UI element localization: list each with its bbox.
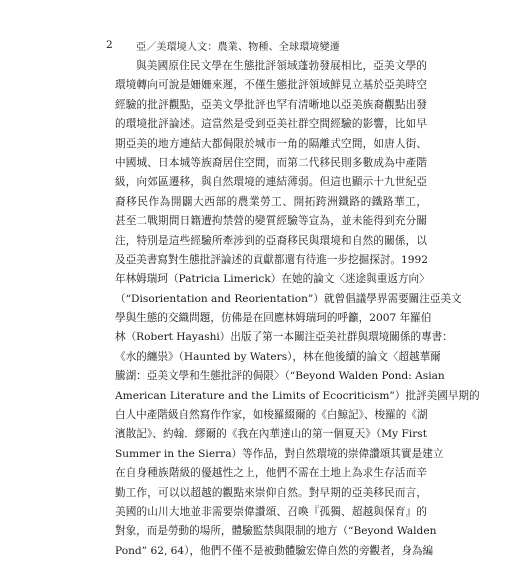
text-line: 環境轉向可說是姍姍來遲，不僅生態批評領域鮮見立基於亞美時空	[115, 79, 427, 92]
text-line: 與美國原住民文學在生態批評領域蓬勃發展相比，亞美文學的	[136, 60, 427, 72]
text-line: 騰湖：亞美文學和生態批評的侷限〉（“Beyond Walden Pond: Asian	[115, 370, 445, 383]
text-line: American Literature and the Limits of Ecocriticism”）批評美國早期的	[115, 389, 480, 402]
text-line: 濱散記》、約翰．繆爾的《我在內華達山的第一個夏天》（My First	[115, 428, 427, 441]
text-line: （“Disorientation and Reorientation”）就曾倡議學界需要關注亞美文	[115, 292, 462, 305]
text-line: 級，向郊區遷移，與自然環境的連結薄弱。但這也顯示十九世紀亞	[115, 176, 427, 189]
text-line: 經驗的批評觀點，亞美文學批評也罕有清晰地以亞美族裔觀點出發	[115, 98, 427, 111]
text-line: 美國的山川大地並非需要崇偉讚頌、召喚『孤獨、超越與保育』的	[115, 505, 427, 518]
text-line: 裔移民作為開闢大西部的農業勞工、開拓跨洲鐵路的鐵路華工，	[115, 195, 427, 208]
text-line: 期亞美的地方連結大都侷限於城市一角的隔離式空間，如唐人街、	[115, 137, 427, 150]
text-line: 注，特別是這些經驗所牽涉到的亞裔移民與環境和自然的關係，以	[115, 234, 427, 247]
text-line: 《水的纏祟》（Haunted by Waters），林在他後續的論文〈超越華爾	[115, 350, 441, 363]
text-line: 林（Robert Hayashi）出版了第一本關注亞美社群與環境關係的專書：	[115, 331, 453, 344]
text-line: 白人中產階級自然寫作作家，如梭羅綴爾的《白鯨記》、梭羅的《湖	[115, 409, 428, 422]
running-title: 亞／美環境人文：農業、物種、全球環境變遷	[136, 41, 340, 53]
text-line: 勤工作，可以以超越的觀點來崇仰自然。對早期的亞美移民而言，	[115, 486, 427, 499]
text-line: 對象，而是勞動的場所，體驗監禁與限制的地方（“Beyond Walden	[115, 525, 437, 538]
text-line: 學與生態的交織問題，仿佛是在回應林姆瑞珂的呼籲，2007 年羅伯	[115, 312, 432, 325]
text-line: 甚至二戰期間日籍遭拘禁營的變質經驗等宣為，並未能得到充分關	[115, 215, 427, 228]
running-header	[106, 37, 340, 53]
text-line: 中國城、日本城等族裔居住空間，而第二代移民則多數成為中產階	[115, 156, 427, 169]
text-line: Summer in the Sierra）等作品，對自然環境的崇偉讚頌其實是建立	[115, 447, 444, 460]
page-number: 2	[106, 39, 113, 51]
text-line: 的環境批評論述。這當然是受到亞美社群空間經驗的影響，比如早	[115, 118, 427, 131]
text-line: 在自身種族階級的優越性之上，他們不需在土地上為求生存活而辛	[115, 467, 427, 480]
text-line: Pond” 62, 64），他們不僅不是被動體驗宏偉自然的旁觀者，身為編	[115, 544, 434, 557]
text-line: 及亞美書寫對生態批評論述的貢獻都還有待進一步挖掘探討。1992	[115, 253, 428, 266]
body-text	[115, 57, 480, 561]
text-line: 年林姆瑞珂（Patricia Limerick）在她的論文〈迷途與重返方向〉	[115, 273, 430, 286]
